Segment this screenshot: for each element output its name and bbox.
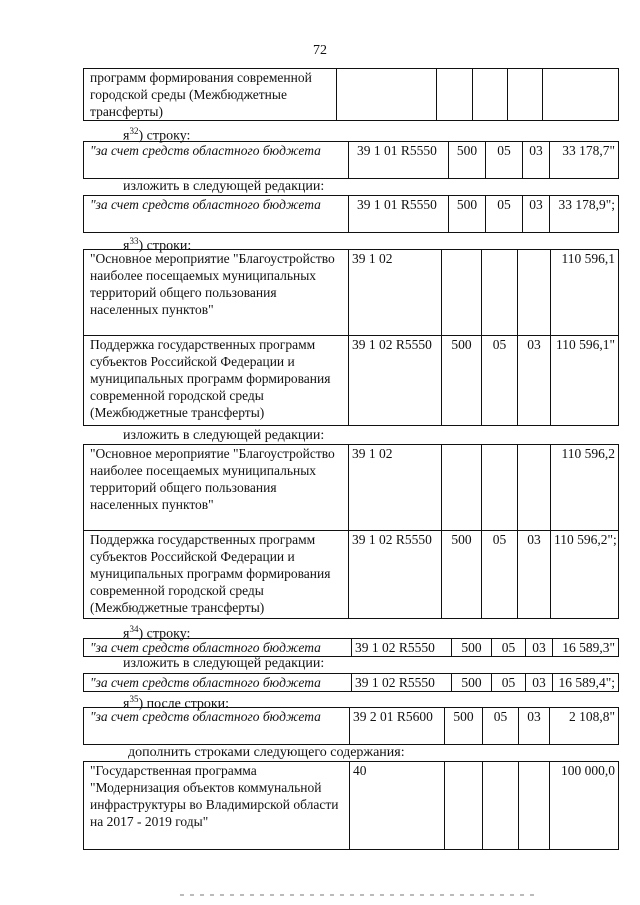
row-sum bbox=[543, 69, 619, 121]
budget-table-34-new bbox=[83, 673, 619, 692]
row-name: "за счет средств областного бюджета bbox=[84, 674, 352, 692]
row-pr: 03 bbox=[523, 196, 550, 233]
scan-artifact bbox=[180, 894, 540, 896]
row-name: Поддержка государственных программ субъектов Российской Федерации и муниципальных программ формирования современной городской среды (Межбюджетные трансферты) bbox=[84, 531, 349, 619]
table-row bbox=[84, 336, 619, 426]
row-vr: 500 bbox=[442, 531, 482, 619]
row-rz bbox=[482, 250, 518, 336]
budget-table-35-new bbox=[83, 761, 619, 850]
row-code: 39 1 02 bbox=[349, 445, 442, 531]
row-pr: 03 bbox=[523, 142, 550, 179]
budget-table-33-old bbox=[83, 249, 619, 426]
row-rz: 05 bbox=[482, 336, 518, 426]
row-name: "за счет средств областного бюджета bbox=[84, 196, 349, 233]
instruction-32: $я^{32}$) строку: bbox=[123, 126, 191, 144]
table-row bbox=[84, 639, 619, 657]
row-rz: 05 bbox=[492, 639, 526, 657]
row-code: 39 2 01 R5600 bbox=[350, 708, 445, 745]
row-name: "за счет средств областного бюджета bbox=[84, 708, 350, 745]
row-vr bbox=[445, 762, 483, 850]
page-number: 72 bbox=[313, 43, 327, 58]
table-row bbox=[84, 69, 619, 121]
budget-table-33-new bbox=[83, 444, 619, 619]
table-row bbox=[84, 762, 619, 850]
row-code: 39 1 02 R5550 bbox=[352, 639, 452, 657]
row-vr: 500 bbox=[445, 708, 483, 745]
row-rz: 05 bbox=[492, 674, 526, 692]
instruction-33: $я^{33}$) строки: bbox=[123, 236, 192, 254]
row-pr bbox=[519, 762, 550, 850]
row-code: 39 1 02 R5550 bbox=[349, 336, 442, 426]
instruction-edit: изложить в следующей редакции: bbox=[123, 656, 325, 671]
row-name: "Основное мероприятие "Благоустройство наиболее посещаемых муниципальных территорий общего пользования населенных пунктов" bbox=[84, 445, 349, 531]
row-rz: 05 bbox=[482, 531, 518, 619]
instruction-edit: изложить в следующей редакции: bbox=[123, 428, 325, 443]
row-name: "Основное мероприятие "Благоустройство наиболее посещаемых муниципальных территорий общего пользования населенных пунктов" bbox=[84, 250, 349, 336]
row-code: 39 1 01 R5550 bbox=[349, 142, 449, 179]
row-pr bbox=[518, 445, 551, 531]
row-sum: 110 596,1" bbox=[551, 336, 619, 426]
row-sum: 110 596,2"; bbox=[551, 531, 619, 619]
table-row bbox=[84, 708, 619, 745]
row-sum: 16 589,4"; bbox=[553, 674, 619, 692]
row-pr bbox=[508, 69, 543, 121]
row-rz bbox=[483, 762, 519, 850]
row-sum: 16 589,3" bbox=[553, 639, 619, 657]
row-name: "Государственная программа "Модернизация объектов коммунальной инфраструктуры во Владимирской области на 2017 - 2019 годы" bbox=[84, 762, 350, 850]
row-vr bbox=[442, 445, 482, 531]
row-name: программ формирования современной городской среды (Межбюджетные трансферты) bbox=[84, 69, 337, 121]
budget-table-32-old bbox=[83, 141, 619, 179]
row-code: 39 1 02 bbox=[349, 250, 442, 336]
row-pr: 03 bbox=[519, 708, 550, 745]
row-code: 40 bbox=[350, 762, 445, 850]
row-sum: 110 596,2 bbox=[551, 445, 619, 531]
table-row bbox=[84, 445, 619, 531]
row-sum: 100 000,0 bbox=[550, 762, 619, 850]
budget-table-34-old bbox=[83, 638, 619, 657]
table-row bbox=[84, 250, 619, 336]
row-vr: 500 bbox=[452, 674, 492, 692]
row-sum: 33 178,9"; bbox=[550, 196, 619, 233]
table-row bbox=[84, 531, 619, 619]
row-pr bbox=[518, 250, 551, 336]
row-rz bbox=[473, 69, 508, 121]
row-vr bbox=[442, 250, 482, 336]
row-rz: 05 bbox=[486, 142, 523, 179]
instruction-34: $я^{34}$) строку: bbox=[123, 624, 191, 642]
row-name: Поддержка государственных программ субъектов Российской Федерации и муниципальных программ формирования современной городской среды (Межбюджетные трансферты) bbox=[84, 336, 349, 426]
budget-table-35-anchor bbox=[83, 707, 619, 745]
table-row bbox=[84, 196, 619, 233]
row-pr: 03 bbox=[526, 674, 553, 692]
row-rz: 05 bbox=[486, 196, 523, 233]
row-pr: 03 bbox=[518, 336, 551, 426]
budget-table-32-new bbox=[83, 195, 619, 233]
row-pr: 03 bbox=[518, 531, 551, 619]
row-rz bbox=[482, 445, 518, 531]
row-code: 39 1 02 R5550 bbox=[349, 531, 442, 619]
row-sum: 33 178,7" bbox=[550, 142, 619, 179]
instruction-35: $я^{35}$) после строки: bbox=[123, 694, 230, 712]
row-code: 39 1 02 R5550 bbox=[352, 674, 452, 692]
row-vr: 500 bbox=[452, 639, 492, 657]
row-vr bbox=[437, 69, 473, 121]
row-name: "за счет средств областного бюджета bbox=[84, 639, 352, 657]
table-row bbox=[84, 142, 619, 179]
row-code bbox=[337, 69, 437, 121]
table-row bbox=[84, 674, 619, 692]
budget-table-continuation bbox=[83, 68, 619, 121]
row-vr: 500 bbox=[442, 336, 482, 426]
row-vr: 500 bbox=[449, 196, 486, 233]
row-sum: 110 596,1 bbox=[551, 250, 619, 336]
row-rz: 05 bbox=[483, 708, 519, 745]
row-sum: 2 108,8" bbox=[550, 708, 619, 745]
instruction-edit: изложить в следующей редакции: bbox=[123, 179, 325, 194]
row-name: "за счет средств областного бюджета bbox=[84, 142, 349, 179]
instruction-append: дополнить строками следующего содержания: bbox=[128, 745, 405, 760]
row-vr: 500 bbox=[449, 142, 486, 179]
row-code: 39 1 01 R5550 bbox=[349, 196, 449, 233]
row-pr: 03 bbox=[526, 639, 553, 657]
